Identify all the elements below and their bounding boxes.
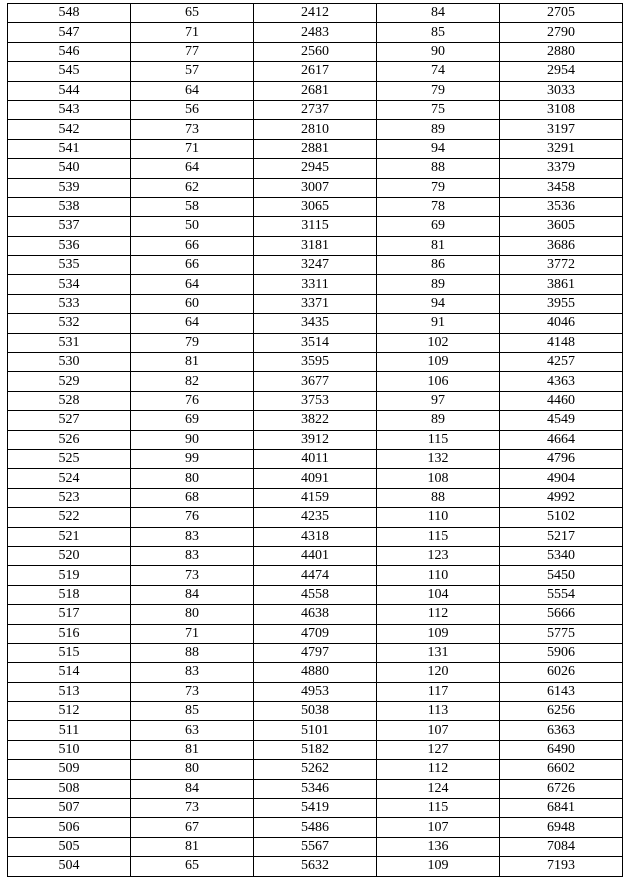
table-cell: 5567	[254, 837, 377, 856]
table-cell: 76	[131, 508, 254, 527]
table-cell: 4953	[254, 682, 377, 701]
table-cell: 3686	[500, 236, 623, 255]
table-cell: 530	[8, 353, 131, 372]
table-cell: 4638	[254, 605, 377, 624]
table-cell: 80	[131, 605, 254, 624]
table-cell: 4460	[500, 391, 623, 410]
table-cell: 110	[377, 508, 500, 527]
table-row	[8, 178, 623, 197]
table-cell: 6602	[500, 760, 623, 779]
table-cell: 3595	[254, 353, 377, 372]
table-cell: 4011	[254, 449, 377, 468]
table-row	[8, 353, 623, 372]
table-cell: 5101	[254, 721, 377, 740]
table-cell: 88	[131, 643, 254, 662]
table-cell: 4318	[254, 527, 377, 546]
table-cell: 3536	[500, 197, 623, 216]
table-cell: 5554	[500, 585, 623, 604]
table-row	[8, 62, 623, 81]
table-cell: 6841	[500, 799, 623, 818]
table-cell: 3291	[500, 139, 623, 158]
table-cell: 117	[377, 682, 500, 701]
table-cell: 65	[131, 4, 254, 23]
table-cell: 66	[131, 236, 254, 255]
table-cell: 102	[377, 333, 500, 352]
table-cell: 83	[131, 546, 254, 565]
table-cell: 3108	[500, 100, 623, 119]
table-cell: 509	[8, 760, 131, 779]
table-row	[8, 430, 623, 449]
table-cell: 520	[8, 546, 131, 565]
table-cell: 5102	[500, 508, 623, 527]
table-cell: 5262	[254, 760, 377, 779]
table-cell: 542	[8, 120, 131, 139]
table-cell: 3458	[500, 178, 623, 197]
table-cell: 3379	[500, 159, 623, 178]
table-cell: 73	[131, 682, 254, 701]
table-cell: 115	[377, 799, 500, 818]
table-cell: 4558	[254, 585, 377, 604]
table-cell: 5217	[500, 527, 623, 546]
table-cell: 127	[377, 740, 500, 759]
table-cell: 91	[377, 314, 500, 333]
table-cell: 3772	[500, 256, 623, 275]
table-cell: 3007	[254, 178, 377, 197]
score-table	[7, 3, 623, 877]
table-row	[8, 294, 623, 313]
table-cell: 89	[377, 411, 500, 430]
table-cell: 5906	[500, 643, 623, 662]
table-row	[8, 236, 623, 255]
table-cell: 513	[8, 682, 131, 701]
table-cell: 2737	[254, 100, 377, 119]
table-cell: 56	[131, 100, 254, 119]
table-cell: 5486	[254, 818, 377, 837]
table-cell: 107	[377, 818, 500, 837]
table-cell: 109	[377, 857, 500, 876]
table-cell: 539	[8, 178, 131, 197]
table-cell: 5450	[500, 566, 623, 585]
table-cell: 81	[377, 236, 500, 255]
table-cell: 532	[8, 314, 131, 333]
table-cell: 504	[8, 857, 131, 876]
table-cell: 540	[8, 159, 131, 178]
table-row	[8, 760, 623, 779]
table-cell: 5340	[500, 546, 623, 565]
table-cell: 99	[131, 449, 254, 468]
table-cell: 78	[377, 197, 500, 216]
table-cell: 510	[8, 740, 131, 759]
table-row	[8, 23, 623, 42]
table-cell: 73	[131, 120, 254, 139]
table-cell: 2412	[254, 4, 377, 23]
table-row	[8, 605, 623, 624]
table-cell: 3181	[254, 236, 377, 255]
table-cell: 4046	[500, 314, 623, 333]
table-cell: 68	[131, 488, 254, 507]
table-cell: 3861	[500, 275, 623, 294]
table-cell: 528	[8, 391, 131, 410]
table-cell: 57	[131, 62, 254, 81]
table-cell: 84	[131, 779, 254, 798]
table-cell: 3115	[254, 217, 377, 236]
table-cell: 507	[8, 799, 131, 818]
table-cell: 69	[377, 217, 500, 236]
table-cell: 505	[8, 837, 131, 856]
table-cell: 514	[8, 663, 131, 682]
table-row	[8, 314, 623, 333]
table-body	[8, 4, 623, 877]
table-row	[8, 469, 623, 488]
table-row	[8, 857, 623, 876]
table-cell: 6363	[500, 721, 623, 740]
table-cell: 3311	[254, 275, 377, 294]
table-cell: 69	[131, 411, 254, 430]
table-cell: 75	[377, 100, 500, 119]
table-cell: 90	[377, 42, 500, 61]
table-row	[8, 42, 623, 61]
table-row	[8, 643, 623, 662]
table-cell: 3371	[254, 294, 377, 313]
table-cell: 4091	[254, 469, 377, 488]
table-row	[8, 197, 623, 216]
table-row	[8, 508, 623, 527]
table-cell: 71	[131, 624, 254, 643]
table-cell: 5038	[254, 702, 377, 721]
table-cell: 58	[131, 197, 254, 216]
table-cell: 89	[377, 275, 500, 294]
table-cell: 6490	[500, 740, 623, 759]
table-cell: 79	[377, 178, 500, 197]
table-cell: 4880	[254, 663, 377, 682]
table-cell: 2560	[254, 42, 377, 61]
table-cell: 6726	[500, 779, 623, 798]
table-row	[8, 663, 623, 682]
table-cell: 110	[377, 566, 500, 585]
table-cell: 523	[8, 488, 131, 507]
table-cell: 112	[377, 760, 500, 779]
table-cell: 4796	[500, 449, 623, 468]
table-row	[8, 391, 623, 410]
table-row	[8, 682, 623, 701]
table-cell: 541	[8, 139, 131, 158]
table-cell: 3033	[500, 81, 623, 100]
table-row	[8, 81, 623, 100]
table-cell: 104	[377, 585, 500, 604]
table-cell: 74	[377, 62, 500, 81]
table-cell: 548	[8, 4, 131, 23]
table-cell: 81	[131, 740, 254, 759]
table-cell: 81	[131, 837, 254, 856]
table-cell: 526	[8, 430, 131, 449]
table-cell: 123	[377, 546, 500, 565]
table-row	[8, 100, 623, 119]
table-cell: 4363	[500, 372, 623, 391]
table-cell: 535	[8, 256, 131, 275]
table-row	[8, 721, 623, 740]
table-row	[8, 779, 623, 798]
table-cell: 131	[377, 643, 500, 662]
table-row	[8, 139, 623, 158]
table-cell: 106	[377, 372, 500, 391]
table-cell: 4257	[500, 353, 623, 372]
table-cell: 4159	[254, 488, 377, 507]
table-cell: 60	[131, 294, 254, 313]
table-cell: 518	[8, 585, 131, 604]
table-cell: 517	[8, 605, 131, 624]
table-cell: 6026	[500, 663, 623, 682]
table-cell: 3065	[254, 197, 377, 216]
table-cell: 5632	[254, 857, 377, 876]
table-cell: 64	[131, 159, 254, 178]
table-cell: 5666	[500, 605, 623, 624]
table-cell: 536	[8, 236, 131, 255]
table-cell: 2880	[500, 42, 623, 61]
table-row	[8, 740, 623, 759]
table-row	[8, 4, 623, 23]
table-cell: 76	[131, 391, 254, 410]
table-cell: 2617	[254, 62, 377, 81]
table-cell: 50	[131, 217, 254, 236]
table-cell: 5775	[500, 624, 623, 643]
table-cell: 81	[131, 353, 254, 372]
table-cell: 64	[131, 275, 254, 294]
table-cell: 4797	[254, 643, 377, 662]
table-cell: 2954	[500, 62, 623, 81]
table-cell: 65	[131, 857, 254, 876]
table-cell: 2705	[500, 4, 623, 23]
table-cell: 83	[131, 527, 254, 546]
table-row	[8, 585, 623, 604]
table-cell: 547	[8, 23, 131, 42]
table-cell: 534	[8, 275, 131, 294]
table-cell: 4664	[500, 430, 623, 449]
table-cell: 2790	[500, 23, 623, 42]
table-cell: 85	[377, 23, 500, 42]
table-cell: 107	[377, 721, 500, 740]
table-row	[8, 624, 623, 643]
table-cell: 511	[8, 721, 131, 740]
table-cell: 94	[377, 294, 500, 313]
table-cell: 84	[377, 4, 500, 23]
table-cell: 515	[8, 643, 131, 662]
table-cell: 79	[377, 81, 500, 100]
table-cell: 3753	[254, 391, 377, 410]
table-cell: 3822	[254, 411, 377, 430]
table-cell: 5346	[254, 779, 377, 798]
table-cell: 88	[377, 159, 500, 178]
table-cell: 4549	[500, 411, 623, 430]
table-cell: 115	[377, 527, 500, 546]
table-cell: 7193	[500, 857, 623, 876]
table-cell: 63	[131, 721, 254, 740]
table-cell: 4709	[254, 624, 377, 643]
table-cell: 64	[131, 314, 254, 333]
table-cell: 112	[377, 605, 500, 624]
table-cell: 4904	[500, 469, 623, 488]
table-cell: 3955	[500, 294, 623, 313]
table-cell: 124	[377, 779, 500, 798]
table-row	[8, 837, 623, 856]
table-cell: 3677	[254, 372, 377, 391]
table-cell: 4235	[254, 508, 377, 527]
table-row	[8, 275, 623, 294]
table-cell: 4148	[500, 333, 623, 352]
table-row	[8, 372, 623, 391]
table-cell: 522	[8, 508, 131, 527]
table-cell: 5182	[254, 740, 377, 759]
table-cell: 4401	[254, 546, 377, 565]
table-row	[8, 120, 623, 139]
table-cell: 83	[131, 663, 254, 682]
table-cell: 89	[377, 120, 500, 139]
table-row	[8, 799, 623, 818]
table-cell: 3514	[254, 333, 377, 352]
table-cell: 82	[131, 372, 254, 391]
table-cell: 77	[131, 42, 254, 61]
table-cell: 521	[8, 527, 131, 546]
table-cell: 136	[377, 837, 500, 856]
table-cell: 109	[377, 353, 500, 372]
table-cell: 3912	[254, 430, 377, 449]
table-cell: 64	[131, 81, 254, 100]
table-cell: 3605	[500, 217, 623, 236]
table-cell: 97	[377, 391, 500, 410]
table-cell: 108	[377, 469, 500, 488]
table-cell: 533	[8, 294, 131, 313]
table-cell: 5419	[254, 799, 377, 818]
table-cell: 2810	[254, 120, 377, 139]
table-cell: 506	[8, 818, 131, 837]
table-cell: 546	[8, 42, 131, 61]
table-cell: 537	[8, 217, 131, 236]
table-cell: 132	[377, 449, 500, 468]
table-cell: 71	[131, 23, 254, 42]
table-cell: 94	[377, 139, 500, 158]
table-cell: 66	[131, 256, 254, 275]
table-cell: 527	[8, 411, 131, 430]
table-row	[8, 566, 623, 585]
table-row	[8, 333, 623, 352]
table-cell: 7084	[500, 837, 623, 856]
table-cell: 120	[377, 663, 500, 682]
table-cell: 90	[131, 430, 254, 449]
table-cell: 525	[8, 449, 131, 468]
table-cell: 6143	[500, 682, 623, 701]
table-row	[8, 159, 623, 178]
table-cell: 88	[377, 488, 500, 507]
score-table-container	[7, 3, 622, 877]
table-cell: 73	[131, 566, 254, 585]
table-cell: 529	[8, 372, 131, 391]
table-row	[8, 818, 623, 837]
table-cell: 6948	[500, 818, 623, 837]
table-cell: 516	[8, 624, 131, 643]
table-cell: 544	[8, 81, 131, 100]
table-row	[8, 546, 623, 565]
table-cell: 4992	[500, 488, 623, 507]
table-cell: 519	[8, 566, 131, 585]
table-cell: 113	[377, 702, 500, 721]
table-cell: 3197	[500, 120, 623, 139]
table-row	[8, 411, 623, 430]
table-row	[8, 256, 623, 275]
table-row	[8, 527, 623, 546]
table-cell: 86	[377, 256, 500, 275]
table-cell: 524	[8, 469, 131, 488]
table-cell: 73	[131, 799, 254, 818]
table-cell: 80	[131, 760, 254, 779]
table-row	[8, 702, 623, 721]
table-cell: 79	[131, 333, 254, 352]
table-cell: 4474	[254, 566, 377, 585]
table-row	[8, 217, 623, 236]
table-cell: 67	[131, 818, 254, 837]
table-cell: 3247	[254, 256, 377, 275]
table-cell: 6256	[500, 702, 623, 721]
table-cell: 2945	[254, 159, 377, 178]
table-cell: 2681	[254, 81, 377, 100]
table-cell: 531	[8, 333, 131, 352]
table-cell: 85	[131, 702, 254, 721]
table-cell: 538	[8, 197, 131, 216]
table-cell: 512	[8, 702, 131, 721]
table-row	[8, 449, 623, 468]
table-cell: 3435	[254, 314, 377, 333]
table-cell: 2881	[254, 139, 377, 158]
table-cell: 80	[131, 469, 254, 488]
table-cell: 508	[8, 779, 131, 798]
table-cell: 2483	[254, 23, 377, 42]
table-cell: 71	[131, 139, 254, 158]
table-row	[8, 488, 623, 507]
table-cell: 62	[131, 178, 254, 197]
table-cell: 545	[8, 62, 131, 81]
table-cell: 109	[377, 624, 500, 643]
table-cell: 543	[8, 100, 131, 119]
table-cell: 115	[377, 430, 500, 449]
table-cell: 84	[131, 585, 254, 604]
